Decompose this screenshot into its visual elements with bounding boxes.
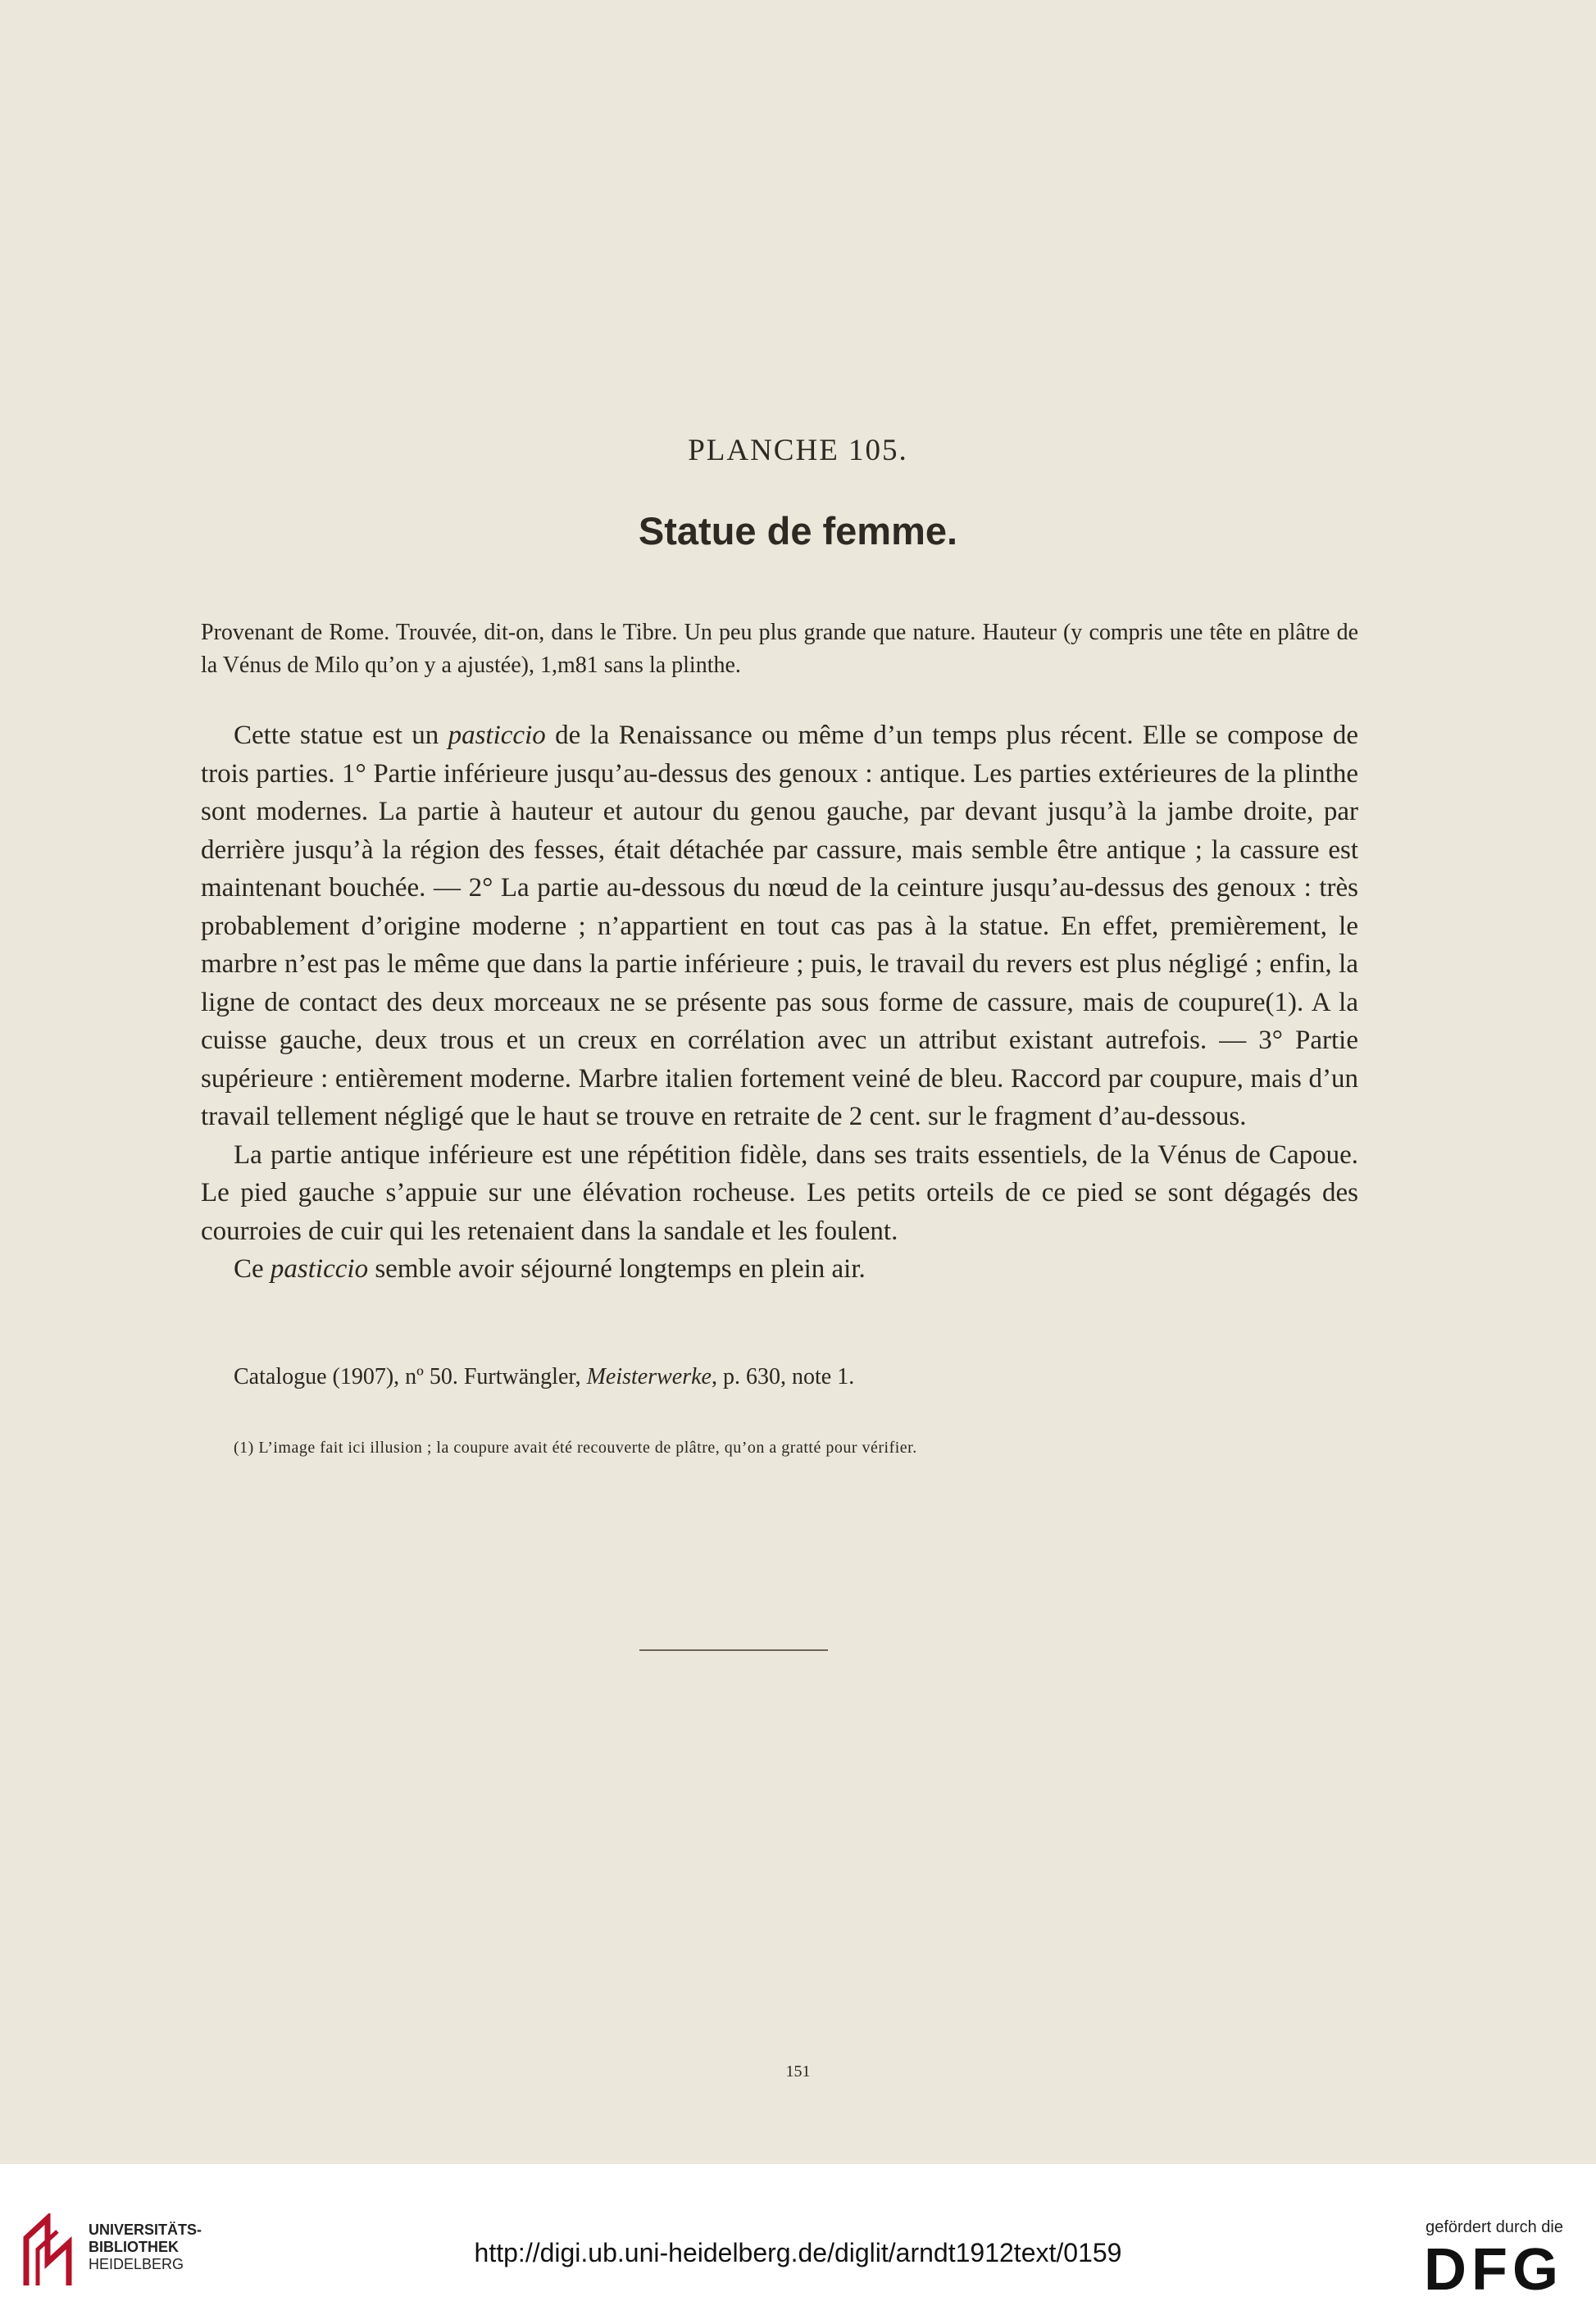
description-body <box>201 716 1358 1289</box>
library-name: UNIVERSITÄTS- BIBLIOTHEK HEIDELBERG <box>89 2222 202 2272</box>
permalink-url[interactable]: http://digi.ub.uni-heidelberg.de/diglit/arndt1912text/0159 <box>474 2238 1122 2267</box>
funding-label: gefördert durch die <box>1425 2218 1563 2236</box>
separator-rule <box>639 1649 828 1651</box>
footnote: (1) L’image fait ici illusion ; la coupure avait été recouverte de plâtre, qu’on a gratté pour vérifier. <box>234 1439 917 1457</box>
provenance-paragraph: Provenant de Rome. Trouvée, dit-on, dans le Tibre. Un peu plus grande que nature. Hauteur (y compris une tête en plâtre de la Vénus de Milo qu’on y a ajustée), 1,m81 sans la plinthe. <box>201 620 1358 678</box>
catalogue-reference: Catalogue (1907), nº 50. Furtwängler, Meisterwerke, p. 630, note 1. <box>234 1364 855 1389</box>
funding-credit <box>1391 2218 1563 2303</box>
digitization-footer <box>0 2164 1596 2324</box>
page-number: 151 <box>785 2062 811 2081</box>
page-title: Statue de femme. <box>638 509 958 553</box>
paragraph-3: Ce pasticcio semble avoir séjourné longtemps en plein air. <box>234 1254 866 1284</box>
paragraph-2: La partie antique inférieure est une répétition fidèle, dans ses traits essentiels, de la Vénus de Capoue. Le pied gauche s’appuie sur une élévation rocheuse. Les petits orteils de ce pied se sont dégagés des courroies de cuir qui les retenaient dans la sandale et les foulent. <box>201 1139 1358 1246</box>
plate-number: PLANCHE 105. <box>688 434 908 467</box>
dfg-logo: DFG <box>1424 2237 1563 2303</box>
paragraph-1: Cette statue est un pasticcio de la Renaissance ou même d’un temps plus récent. Elle se compose de trois parties. 1° Partie inférieure jusqu’au-dessus des genoux : antique. Les parties extérieures de la plinthe sont modernes. La partie à hauteur et autour du genou gauche, par devant jusqu’à la jambe droite, par derrière jusqu’à la région des fesses, était détachée par cassure, mais semble être antique ; la cassure est maintenant bouchée. — 2° La partie au-dessous du nœud de la ceinture jusqu’au-dessus des genoux : très probablement d’origine moderne ; n’appartient en tout cas pas à la statue. En effet, premièrement, le marbre n’est pas le même que dans la partie inférieure ; puis, le travail du revers est plus négligé ; enfin, la ligne de contact des deux morceaux ne se présente pas sous forme de cassure, mais de coupure(1). A la cuisse gauche, deux trous et un creux en corrélation avec un attribut existant autrefois. — 3° Partie supérieure : entièrement moderne. Marbre italien fortement veiné de bleu. Raccord par coupure, mais d’un travail tellement négligé que le haut se trouve en retraite de 2 cent. sur le fragment d’au-dessous. <box>201 721 1358 1131</box>
